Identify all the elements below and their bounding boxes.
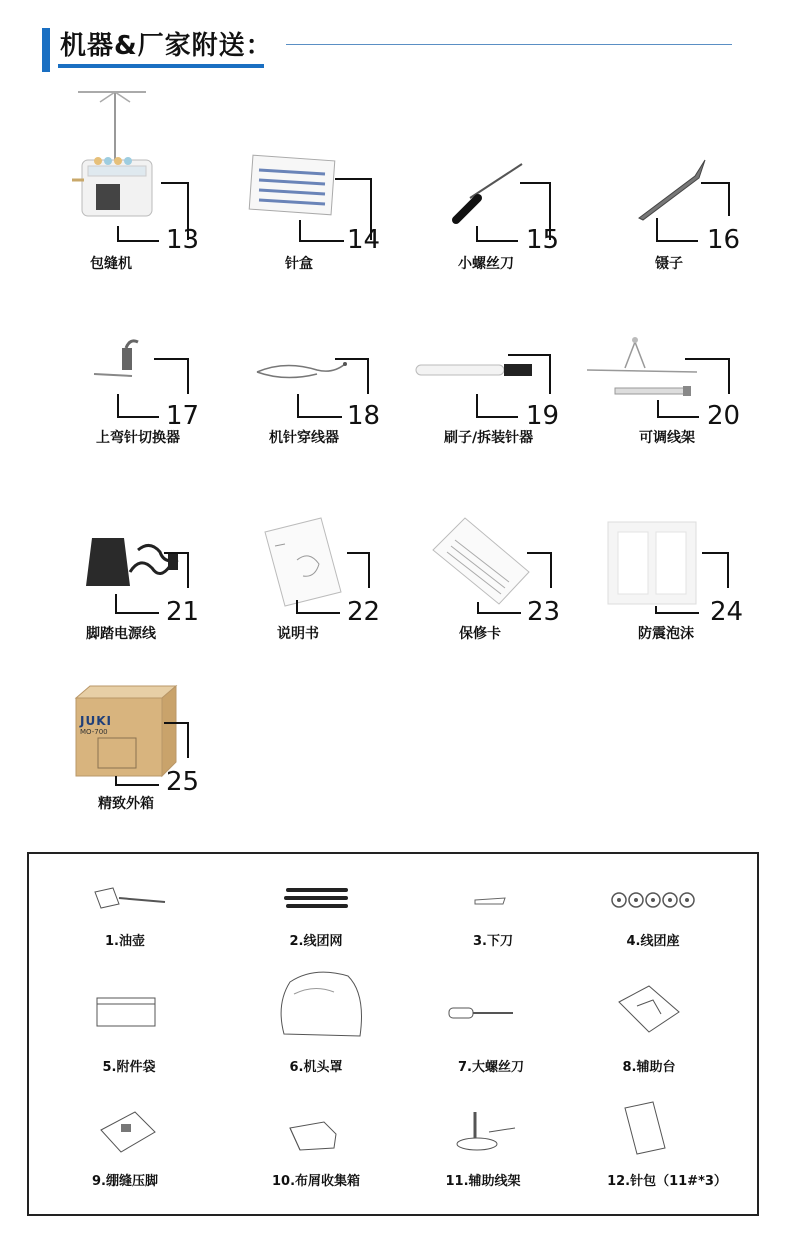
item-label: 可调线架 xyxy=(639,430,695,446)
looper-converter-icon xyxy=(60,264,170,424)
warranty-card-icon xyxy=(425,460,545,620)
item-13 xyxy=(60,88,240,288)
item-label: 刷子/拆装针器 xyxy=(444,430,534,446)
accessory-label: 1.油壶 xyxy=(105,934,145,949)
item-16 xyxy=(615,88,790,288)
item-20 xyxy=(585,264,765,464)
item-number: 15 xyxy=(526,225,560,255)
accessory-6 xyxy=(264,964,404,1075)
accessory-7 xyxy=(441,992,581,1092)
accessory-label: 3.下刀 xyxy=(473,934,513,949)
item-label: 小螺丝刀 xyxy=(458,256,514,272)
needle-pack-icon xyxy=(619,1098,759,1158)
dust-cover-icon xyxy=(264,964,404,1044)
box-brand: JUKI xyxy=(80,714,112,728)
accessory-label: 4.线团座 xyxy=(626,934,680,949)
accessory-label: 7.大螺丝刀 xyxy=(458,1060,524,1075)
section-header xyxy=(42,28,742,72)
item-number: 24 xyxy=(710,597,744,627)
item-label: 镊子 xyxy=(655,256,683,272)
accessory-label: 9.绷缝压脚 xyxy=(92,1174,158,1189)
accessory-3 xyxy=(459,880,599,980)
item-24 xyxy=(600,460,780,660)
item-label: 针盒 xyxy=(285,256,313,272)
large-screwdriver-icon xyxy=(441,992,581,1042)
small-screwdriver-icon xyxy=(430,88,540,248)
item-label: 保修卡 xyxy=(459,626,501,642)
accessory-5 xyxy=(89,992,229,1092)
lower-knife-icon xyxy=(459,880,599,930)
accessory-label: 8.辅助台 xyxy=(622,1060,676,1075)
item-15 xyxy=(430,88,610,288)
item-label: 上弯针切换器 xyxy=(96,430,180,446)
item-label: 说明书 xyxy=(277,626,319,642)
box-model: MO-700 xyxy=(80,728,108,736)
foam-icon xyxy=(600,460,710,620)
item-number: 16 xyxy=(707,225,741,255)
item-number: 20 xyxy=(707,401,741,431)
accessory-label: 2.线团网 xyxy=(289,934,343,949)
item-label: 精致外箱 xyxy=(98,796,154,812)
item-number: 22 xyxy=(347,597,381,627)
presser-foot-icon xyxy=(95,1102,235,1162)
accessory-label: 5.附件袋 xyxy=(102,1060,156,1075)
spool-holder-icon xyxy=(449,1098,589,1158)
title-underline xyxy=(58,64,264,68)
item-number: 13 xyxy=(166,225,200,255)
item-23 xyxy=(425,460,605,660)
item-number: 21 xyxy=(166,597,200,627)
needle-threader-icon xyxy=(245,264,355,424)
accessory-11 xyxy=(445,1098,589,1198)
accessory-12 xyxy=(607,1098,759,1198)
manual-icon xyxy=(245,460,365,620)
accessories-panel xyxy=(27,852,759,1216)
section-title: 机器&厂家附送： xyxy=(60,31,273,61)
accessory-9 xyxy=(92,1102,235,1202)
item-number: 25 xyxy=(166,767,200,797)
item-label: 防震泡沫 xyxy=(638,626,694,642)
header-accent-bar xyxy=(42,28,50,72)
item-label: 包缝机 xyxy=(90,256,132,272)
item-18 xyxy=(245,264,425,464)
overlock-machine-icon xyxy=(60,88,170,248)
foot-pedal-icon xyxy=(60,460,190,620)
item-number: 19 xyxy=(526,401,560,431)
header-rule xyxy=(286,44,732,45)
item-14 xyxy=(245,88,425,288)
accessory-8 xyxy=(609,972,749,1075)
thread-net-icon xyxy=(274,880,414,930)
item-label: 机针穿线器 xyxy=(269,430,339,446)
spool-cap-icon xyxy=(609,880,749,930)
extension-table-icon xyxy=(609,972,749,1052)
item-label: 脚踏电源线 xyxy=(86,626,156,642)
tweezers-icon xyxy=(615,88,725,248)
item-25 xyxy=(60,630,240,830)
trim-bin-icon xyxy=(284,1106,424,1166)
item-number: 23 xyxy=(527,597,561,627)
accessory-4 xyxy=(609,880,749,980)
oiler-icon xyxy=(89,880,229,930)
carton-box-icon xyxy=(60,630,180,780)
accessory-label: 6.机头罩 xyxy=(289,1060,343,1075)
item-number: 14 xyxy=(347,225,381,255)
accessory-bag-icon xyxy=(89,992,229,1042)
accessory-label: 12.针包（11#*3） xyxy=(607,1174,727,1189)
item-number: 18 xyxy=(347,401,381,431)
item-22 xyxy=(245,460,425,660)
needle-box-icon xyxy=(245,88,345,248)
accessory-label: 10.布屑收集箱 xyxy=(271,1174,361,1189)
item-number: 17 xyxy=(166,401,200,431)
accessory-10 xyxy=(271,1106,424,1206)
item-17 xyxy=(60,264,240,464)
accessory-1 xyxy=(89,880,229,980)
accessory-label: 11.辅助线架 xyxy=(445,1174,521,1189)
thread-stand-icon xyxy=(585,264,715,424)
item-19 xyxy=(412,264,592,464)
